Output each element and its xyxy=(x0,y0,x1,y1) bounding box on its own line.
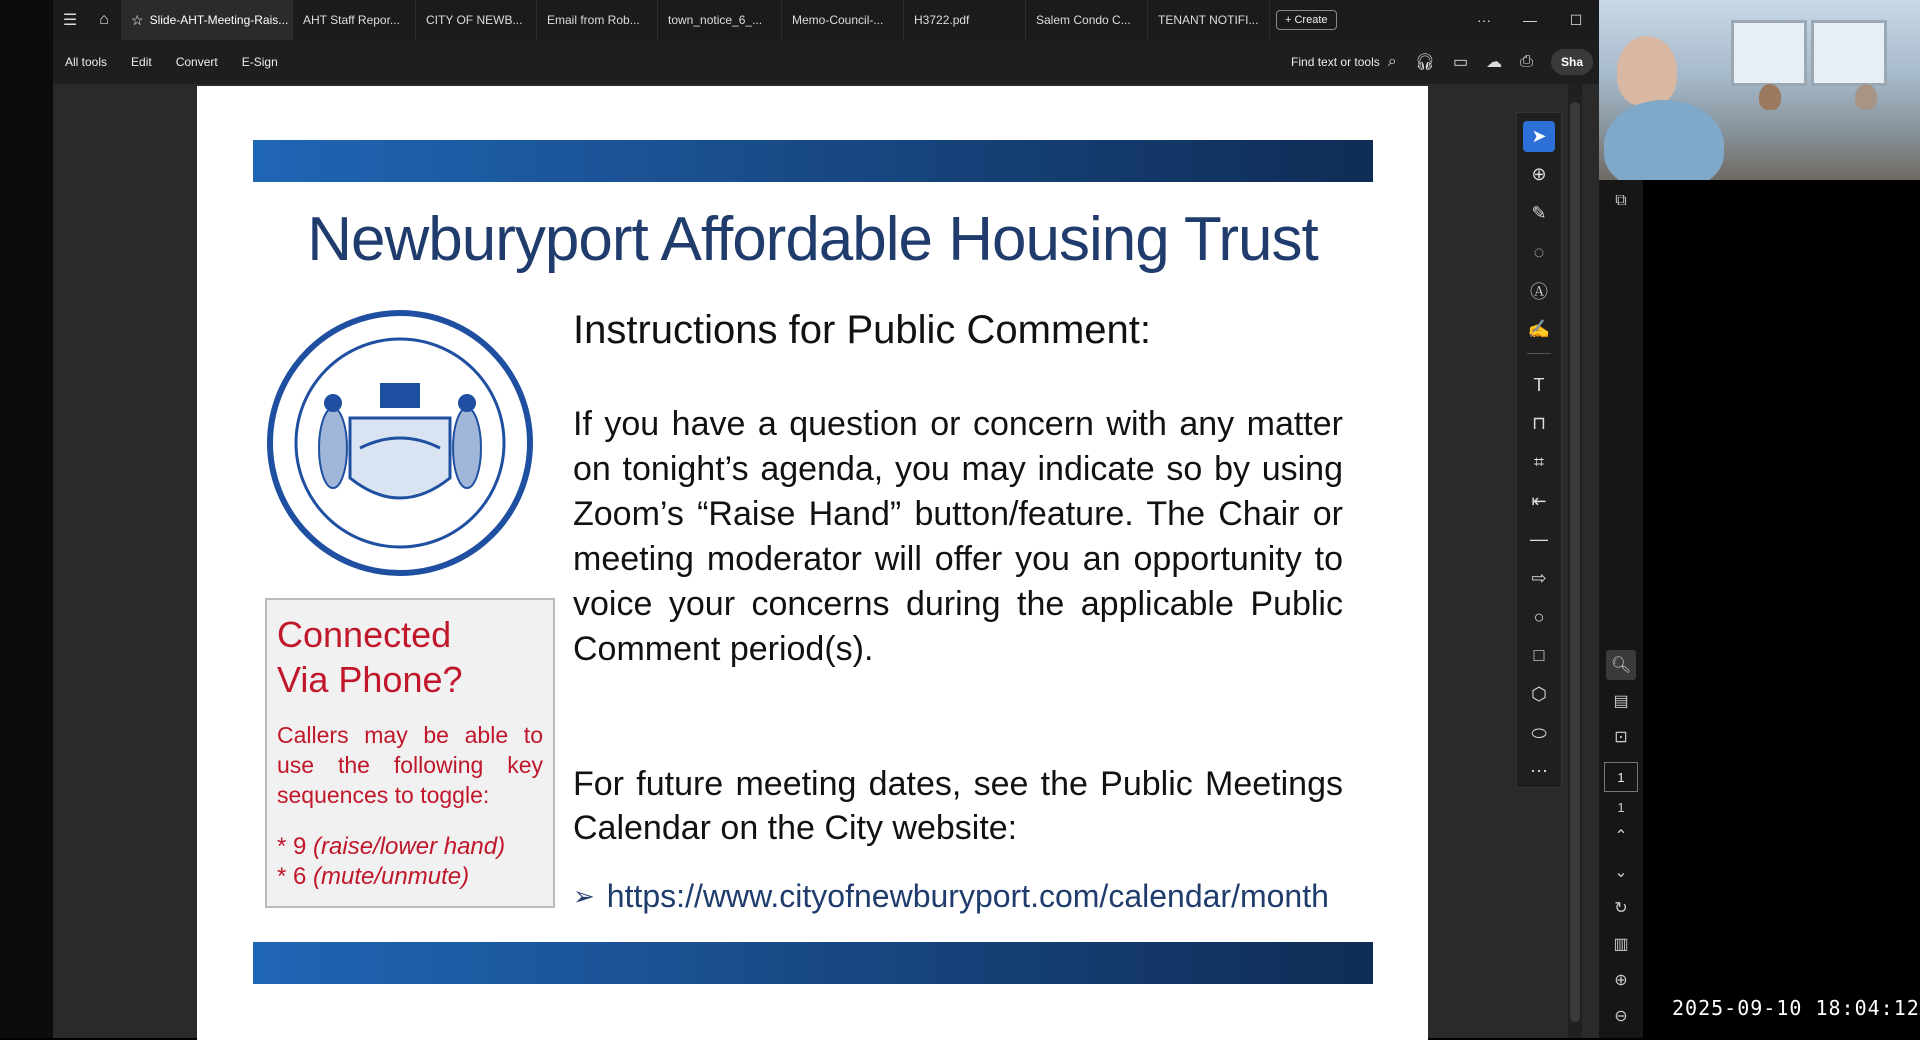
meeting-participant-body xyxy=(1604,100,1724,180)
arrow-icon[interactable]: ⇨ xyxy=(1531,568,1547,588)
key2-desc: (mute/unmute) xyxy=(313,863,470,890)
tab-bar xyxy=(53,0,1599,40)
crop-icon[interactable]: ⌗ xyxy=(1533,452,1545,473)
window-controls xyxy=(1461,12,1599,29)
more-options-icon[interactable]: ··· xyxy=(1477,11,1491,28)
document-icon[interactable]: ▤ xyxy=(1613,693,1629,710)
text-recognition-icon[interactable]: Ⓐ xyxy=(1530,281,1548,302)
page-info-icon[interactable]: ▥ xyxy=(1613,936,1629,953)
lasso-icon[interactable]: ◌ xyxy=(1533,241,1545,262)
polygon-shape-icon[interactable]: ⬡ xyxy=(1531,683,1547,704)
tab-label: Email from Rob... xyxy=(547,13,640,27)
key-mute xyxy=(277,862,543,892)
background-window xyxy=(1811,20,1887,86)
create-label: Create xyxy=(1294,14,1328,26)
right-panel xyxy=(1599,180,1643,1038)
page-search-icon[interactable]: 🔍︎ xyxy=(1606,650,1636,680)
more-tools-icon[interactable]: ⋯ xyxy=(1530,761,1548,782)
zoom-in-icon[interactable]: ⊕ xyxy=(1614,972,1628,989)
save-icon[interactable]: ▭ xyxy=(1453,54,1469,71)
meeting-participant xyxy=(1617,36,1677,106)
menu-all-tools[interactable]: All tools xyxy=(65,55,108,69)
instructions-title: Instructions for Public Comment: xyxy=(573,308,1151,352)
bottom-banner xyxy=(253,942,1373,984)
webcam-video xyxy=(1599,0,1920,180)
key2: * 6 xyxy=(277,863,307,890)
tab-label: Memo-Council-... xyxy=(792,13,884,27)
circle-shape-icon[interactable]: ○ xyxy=(1533,606,1545,627)
tab-town-notice[interactable] xyxy=(658,0,782,40)
tab-label: CITY OF NEWB... xyxy=(426,13,523,27)
phone-keys xyxy=(277,832,543,892)
hamburger-menu-icon[interactable]: ☰ xyxy=(62,12,78,29)
phone-box-title-line1: Connected xyxy=(277,614,452,655)
search-icon[interactable]: ⌕ xyxy=(1387,53,1397,70)
signature-icon[interactable]: ✍ xyxy=(1527,319,1551,340)
tab-slide-aht[interactable] xyxy=(121,0,293,40)
arrow-bullet-icon: ➢ xyxy=(573,881,595,911)
tab-city-of-newb[interactable] xyxy=(416,0,537,40)
create-button[interactable]: + Create xyxy=(1276,10,1337,30)
pdf-page xyxy=(197,86,1428,1040)
phone-info-box xyxy=(265,598,555,908)
left-gutter xyxy=(0,0,53,1038)
tab-salem-condo[interactable] xyxy=(1026,0,1148,40)
chevron-down-icon[interactable]: ⌄ xyxy=(1614,864,1628,881)
slide-title: Newburyport Affordable Housing Trust xyxy=(307,205,1318,274)
calendar-link[interactable]: https://www.cityofnewburyport.com/calendar/month xyxy=(606,878,1329,914)
tab-label: town_notice_6_... xyxy=(668,13,763,27)
find-page-icon[interactable]: ⊡ xyxy=(1614,729,1628,746)
share-button[interactable]: Sha xyxy=(1551,49,1593,75)
tab-tenant-notifi[interactable] xyxy=(1148,0,1270,40)
key1: * 9 xyxy=(277,833,307,860)
meeting-participant xyxy=(1855,84,1877,110)
insert-icon[interactable]: ⇤ xyxy=(1531,490,1547,511)
tab-h3722[interactable] xyxy=(904,0,1026,40)
phone-box-title-line2: Via Phone? xyxy=(277,659,463,700)
city-seal-logo xyxy=(265,308,535,578)
cloud-shape-icon[interactable]: ⬭ xyxy=(1531,722,1547,743)
key-raise-hand xyxy=(277,832,543,862)
print-icon[interactable]: ⎙ xyxy=(1520,53,1533,70)
copy-page-icon[interactable]: ⧉ xyxy=(1615,192,1627,209)
vertical-scrollbar[interactable] xyxy=(1568,84,1582,1038)
toolbar xyxy=(53,40,1599,84)
page-total: 1 xyxy=(1617,800,1625,815)
key1-desc: (raise/lower hand) xyxy=(313,833,506,860)
rectangle-shape-icon[interactable]: □ xyxy=(1533,645,1545,666)
future-meetings-text: For future meeting dates, see the Public Meetings Calendar on the City website: xyxy=(573,765,1343,847)
minimize-icon[interactable]: — xyxy=(1523,11,1537,28)
star-icon[interactable]: ☆ xyxy=(131,11,144,28)
tab-label: TENANT NOTIFI... xyxy=(1158,13,1259,27)
tool-rail xyxy=(1516,112,1562,788)
menu-convert[interactable]: Convert xyxy=(175,55,218,69)
calendar-link-row xyxy=(573,878,1329,915)
line-icon[interactable]: — xyxy=(1530,529,1548,550)
home-icon[interactable]: ⌂ xyxy=(99,11,109,28)
meeting-participant xyxy=(1759,84,1781,110)
scroll-thumb[interactable] xyxy=(1570,102,1580,1022)
add-text-icon[interactable]: T xyxy=(1533,374,1545,395)
pen-icon[interactable]: ✎ xyxy=(1531,203,1547,224)
select-cursor-icon[interactable]: ➤ xyxy=(1523,121,1555,152)
instructions-body: If you have a question or concern with any matter on tonight’s agenda, you may indicate so by using Zoom’s “Raise Hand” button/feature. The Chair or meeting moderator will offer you an opportunity to voice your concerns during the applicable Public Comment period(s). xyxy=(573,405,1343,668)
zoom-out-icon[interactable]: ⊖ xyxy=(1614,1008,1628,1025)
tab-email-from-rob[interactable] xyxy=(537,0,658,40)
tab-label: Salem Condo C... xyxy=(1036,13,1131,27)
zoom-annotate-icon[interactable]: ⊕ xyxy=(1531,164,1547,185)
chevron-up-icon[interactable]: ⌃ xyxy=(1614,828,1628,845)
upload-cloud-icon[interactable]: ☁ xyxy=(1486,54,1503,71)
refresh-icon[interactable]: ↻ xyxy=(1614,900,1628,917)
tab-memo-council[interactable] xyxy=(782,0,904,40)
tab-label: Slide-AHT-Meeting-Rais... xyxy=(149,13,289,27)
menu-esign[interactable]: E-Sign xyxy=(241,55,278,69)
page-number-input[interactable]: 1 xyxy=(1604,762,1638,792)
rail-divider xyxy=(1527,353,1551,354)
top-banner xyxy=(253,140,1373,182)
find-label: Find text or tools xyxy=(1291,55,1380,69)
tab-aht-staff-report[interactable] xyxy=(293,0,416,40)
background-window xyxy=(1731,20,1807,86)
maximize-icon[interactable]: ☐ xyxy=(1569,11,1583,28)
read-aloud-icon[interactable]: 🎧︎ xyxy=(1414,54,1436,71)
tab-label: H3722.pdf xyxy=(914,13,970,27)
phone-box-text: Callers may be able to use the following key sequences to toggle: xyxy=(277,722,543,808)
find-tools[interactable] xyxy=(1291,53,1397,71)
video-timestamp: 2025-09-10 18:04:12 xyxy=(1672,996,1920,1020)
tab-label: AHT Staff Repor... xyxy=(303,13,400,27)
menu-edit[interactable]: Edit xyxy=(131,55,152,69)
bookmark-icon[interactable]: ⊓ xyxy=(1531,413,1547,434)
